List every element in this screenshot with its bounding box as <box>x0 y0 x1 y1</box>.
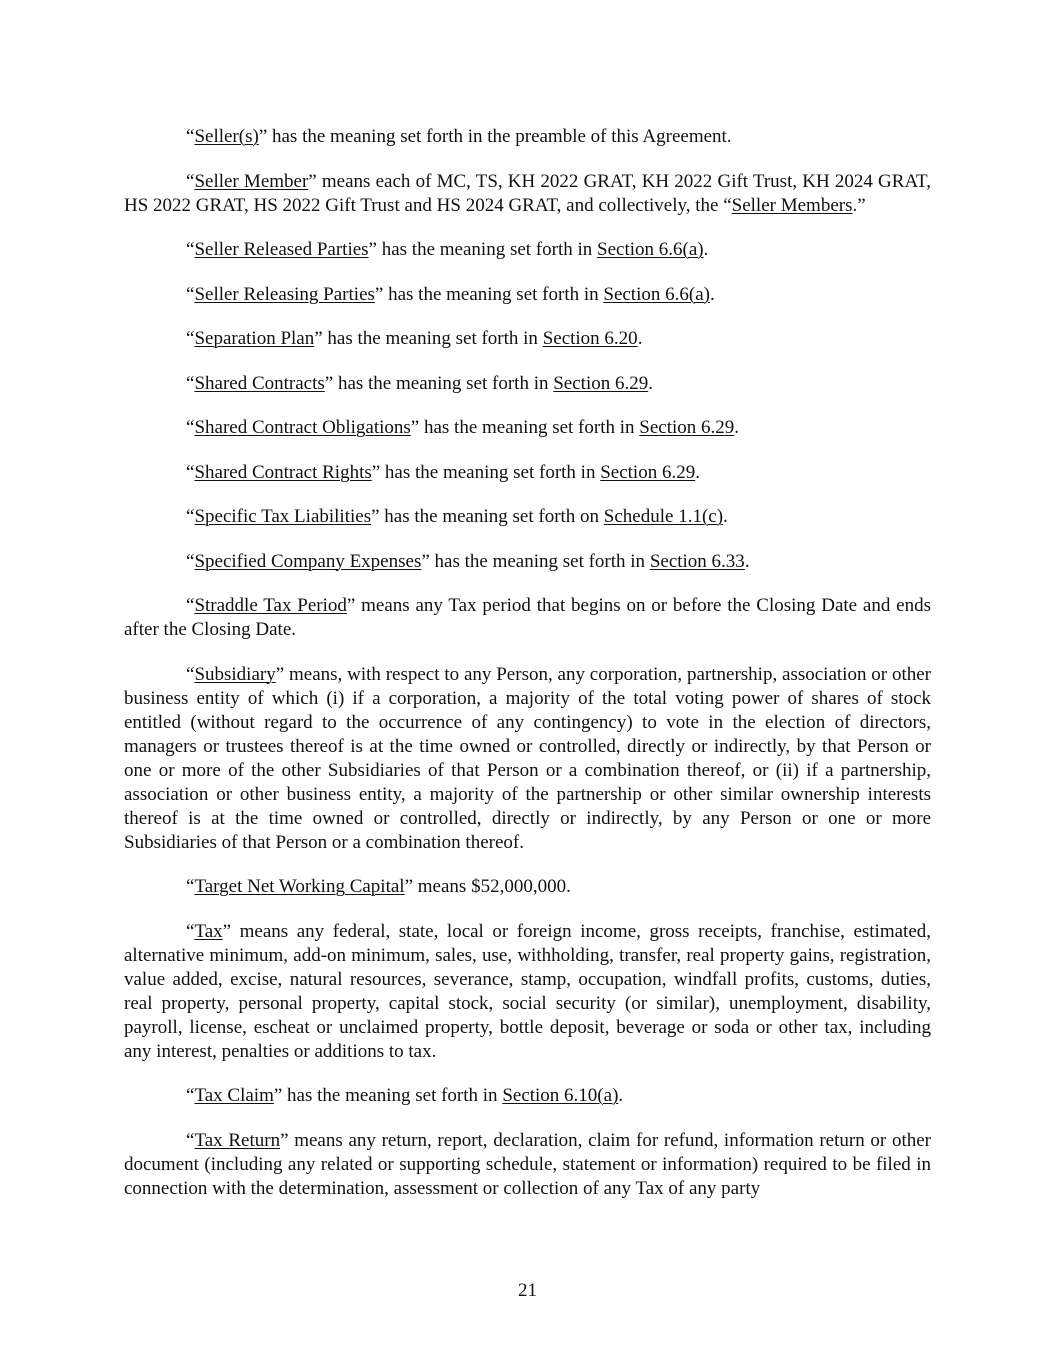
defined-term: Straddle Tax Period <box>194 595 347 616</box>
definition-tax-return <box>124 1129 931 1201</box>
definition-end: . <box>723 506 728 527</box>
open-quote: “ <box>186 126 195 147</box>
open-quote: “ <box>186 239 195 260</box>
definition-shared-contract-obligations <box>124 416 931 440</box>
open-quote: “ <box>186 595 195 616</box>
open-quote: “ <box>186 920 195 942</box>
section-reference: Section 6.29 <box>600 461 696 483</box>
definition-text: ” has the meaning set forth in <box>374 283 604 305</box>
definition-end: . <box>695 461 700 483</box>
definition-target-net-working-capital <box>124 875 931 899</box>
defined-term: Specific Tax Liabilities <box>194 506 372 527</box>
definition-specified-company-expenses <box>124 550 931 574</box>
definition-tax <box>124 920 931 1064</box>
definition-tax-claim <box>124 1084 931 1108</box>
schedule-reference: Schedule 1.1(c) <box>603 506 724 527</box>
definition-text: ” has the meaning set forth in <box>371 461 601 483</box>
section-reference: Section 6.6(a) <box>597 239 704 260</box>
definition-seller-releasing-parties <box>124 283 931 307</box>
definition-end: .” <box>852 194 866 216</box>
definition-text: ” means any Tax period that begins on or before the Closing Date and ends after the Closing Date. <box>124 595 931 640</box>
open-quote: “ <box>186 283 195 305</box>
open-quote: “ <box>186 372 195 394</box>
definition-text: ” means any return, report, declaration, claim for refund, information return or other document (including any related or supporting schedule, statement or information) required to be filed in connection with the determination, assessment or collection of any Tax of any party <box>124 1129 931 1199</box>
definition-text: ” has the meaning set forth on <box>371 506 604 527</box>
definition-text: ” means, with respect to any Person, any corporation, partnership, association or other business entity of which (i) if a corporation, a majority of the total voting power of shares of stock entitled (without regard to the occurrence of any contingency) to vote in the election of directors, managers or trustees thereof is at the time owned or controlled, directly or indirectly, by that Person or one or more of the other Subsidiaries of that Person or a combination thereof, or (ii) if a partnership, association or other business entity, a majority of the partnership or other similar ownership interests thereof is at the time owned or controlled, directly or indirectly, by any Person or one or more Subsidiaries of that Person or a combination thereof. <box>124 663 931 853</box>
defined-term: Seller Released Parties <box>194 239 369 260</box>
page-number: 21 <box>518 1280 537 1301</box>
definition-shared-contract-rights <box>124 461 931 485</box>
definition-text: ” has the meaning set forth in <box>314 328 543 349</box>
defined-term: Seller Member <box>194 170 309 192</box>
defined-term: Shared Contracts <box>194 372 325 394</box>
defined-term: Subsidiary <box>194 663 276 685</box>
open-quote: “ <box>186 1085 195 1106</box>
definition-end: . <box>637 328 643 349</box>
section-reference: Section 6.29 <box>553 372 649 394</box>
section-reference: Section 6.33 <box>649 550 745 572</box>
definition-text: ” has the meaning set forth in <box>421 550 650 572</box>
definition-text: ” has the meaning set forth in <box>273 1085 503 1106</box>
definition-separation-plan <box>124 327 931 351</box>
section-reference: Section 6.29 <box>639 417 735 438</box>
open-quote: “ <box>186 170 195 192</box>
definition-end: . <box>734 417 740 438</box>
open-quote: “ <box>186 328 195 349</box>
open-quote: “ <box>186 876 195 897</box>
definition-text: ” has the meaning set forth in <box>324 372 554 394</box>
defined-term: Seller(s) <box>194 126 259 147</box>
defined-term-reference: Seller Members <box>731 194 853 216</box>
section-reference: Section 6.6(a) <box>603 283 710 305</box>
definition-text: ” means $52,000,000. <box>404 876 571 897</box>
defined-term: Target Net Working Capital <box>194 876 405 897</box>
defined-term: Shared Contract Obligations <box>194 417 411 438</box>
definition-subsidiary <box>124 663 931 855</box>
definition-text: ” has the meaning set forth in <box>368 239 598 260</box>
definition-seller-s <box>124 125 931 149</box>
open-quote: “ <box>186 417 195 438</box>
defined-term: Tax Claim <box>194 1085 274 1106</box>
definition-end: . <box>709 283 715 305</box>
definition-end: . <box>618 1085 624 1106</box>
definition-shared-contracts <box>124 372 931 396</box>
defined-term: Separation Plan <box>194 328 315 349</box>
defined-term: Tax <box>194 920 223 942</box>
definition-text: ” has the meaning set forth in the preamble of this Agreement. <box>258 126 732 147</box>
definition-seller-member <box>124 170 931 218</box>
open-quote: “ <box>186 550 195 572</box>
section-reference: Section 6.20 <box>542 328 638 349</box>
open-quote: “ <box>186 506 195 527</box>
definition-seller-released-parties <box>124 238 931 262</box>
open-quote: “ <box>186 1129 195 1151</box>
defined-term: Shared Contract Rights <box>194 461 372 483</box>
defined-term: Tax Return <box>194 1129 281 1151</box>
definition-end: . <box>744 550 750 572</box>
definitions-list <box>124 125 931 1221</box>
defined-term: Specified Company Expenses <box>194 550 422 572</box>
section-reference: Section 6.10(a) <box>502 1085 619 1106</box>
definition-text: ” has the meaning set forth in <box>410 417 640 438</box>
open-quote: “ <box>186 461 195 483</box>
definition-end: . <box>648 372 653 394</box>
defined-term: Seller Releasing Parties <box>194 283 375 305</box>
definition-specific-tax-liabilities <box>124 505 931 529</box>
definition-straddle-tax-period <box>124 594 931 642</box>
definition-text: ” means each of MC, TS, KH 2022 GRAT, KH 2022 Gift Trust, KH 2024 GRAT, HS 2022 GRAT, HS 2022 Gift Trust and HS 2024 GRAT, and collectively, the “ <box>124 170 931 216</box>
open-quote: “ <box>186 663 195 685</box>
definition-text: ” means any federal, state, local or foreign income, gross receipts, franchise, estimated, alternative minimum, add-on minimum, sales, use, withholding, transfer, real property gains, registration, value added, excise, natural resources, severance, stamp, occupation, windfall profits, customs, duties, real property, personal property, capital stock, social security (or similar), unemployment, disability, payroll, license, escheat or unclaimed property, bottle deposit, beverage or soda or other tax, including any interest, penalties or additions to tax. <box>124 920 931 1062</box>
definition-end: . <box>703 239 709 260</box>
